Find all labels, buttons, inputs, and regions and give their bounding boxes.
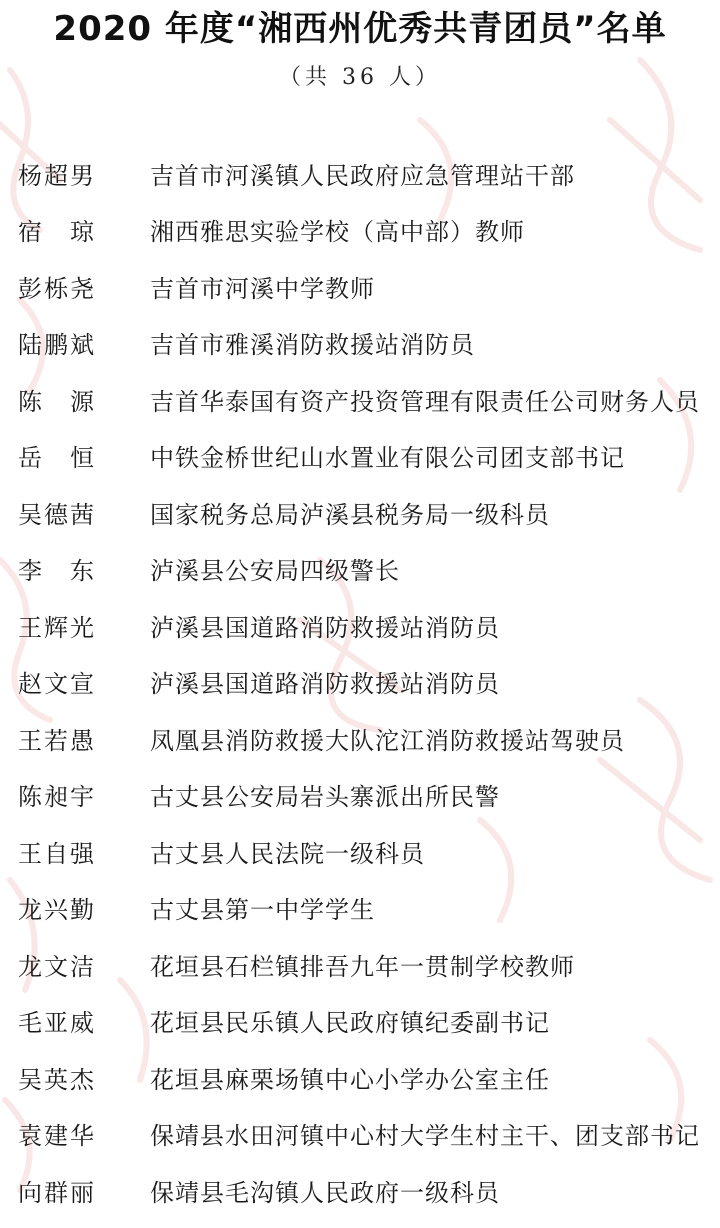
honoree-name: 杨超男 [18, 161, 96, 190]
list-item [0, 654, 720, 711]
honoree-position: 湘西雅思实验学校（高中部）教师 [150, 218, 525, 247]
honoree-position: 古丈县第一中学学生 [150, 896, 375, 925]
list-item [0, 541, 720, 598]
list-item [0, 428, 720, 485]
honoree-position: 中铁金桥世纪山水置业有限公司团支部书记 [150, 444, 625, 473]
list-item [0, 597, 720, 654]
honoree-list [0, 145, 720, 1219]
honoree-position: 国家税务总局泸溪县税务局一级科员 [150, 500, 550, 529]
honoree-position: 泸溪县国道路消防救援站消防员 [150, 613, 500, 642]
list-item [0, 1106, 720, 1163]
honoree-name: 王辉光 [18, 613, 96, 642]
list-item [0, 767, 720, 824]
list-item [0, 1049, 720, 1106]
list-item [0, 993, 720, 1050]
honoree-position: 花垣县民乐镇人民政府镇纪委副书记 [150, 1009, 550, 1038]
document-title: 2020 年度“湘西州优秀共青团员”名单 [53, 9, 667, 49]
list-item [0, 371, 720, 428]
honoree-name: 陈 源 [18, 387, 96, 416]
honoree-position: 保靖县毛沟镇人民政府一级科员 [150, 1178, 500, 1207]
honoree-name: 彭栎尧 [18, 274, 96, 303]
honoree-name: 龙文洁 [18, 952, 96, 981]
honoree-position: 吉首华泰国有资产投资管理有限责任公司财务人员 [150, 387, 700, 416]
list-item [0, 145, 720, 202]
honoree-name: 李 东 [18, 557, 96, 586]
honoree-position: 泸溪县公安局四级警长 [150, 557, 400, 586]
honoree-position: 泸溪县国道路消防救援站消防员 [150, 670, 500, 699]
list-item [0, 484, 720, 541]
list-item [0, 823, 720, 880]
list-item [0, 315, 720, 372]
list-item [0, 880, 720, 937]
honoree-position: 花垣县石栏镇排吾九年一贯制学校教师 [150, 952, 575, 981]
list-item [0, 710, 720, 767]
honoree-name: 龙兴勤 [18, 896, 96, 925]
honoree-position: 古丈县公安局岩头寨派出所民警 [150, 783, 500, 812]
honoree-position: 吉首市雅溪消防救援站消防员 [150, 331, 475, 360]
honoree-name: 毛亚威 [18, 1009, 96, 1038]
document-subtitle: （共 36 人） [279, 65, 441, 90]
honoree-name: 吴德茜 [18, 500, 96, 529]
honoree-name: 陈昶宇 [18, 783, 96, 812]
honoree-name: 袁建华 [18, 1122, 96, 1151]
honoree-position: 古丈县人民法院一级科员 [150, 839, 425, 868]
list-item [0, 202, 720, 259]
honoree-name: 王若愚 [18, 726, 96, 755]
honoree-position: 凤凰县消防救援大队沱江消防救援站驾驶员 [150, 726, 625, 755]
honoree-name: 陆鹏斌 [18, 331, 96, 360]
honoree-position: 吉首市河溪中学教师 [150, 274, 375, 303]
honoree-position: 保靖县水田河镇中心村大学生村主干、团支部书记 [150, 1122, 700, 1151]
list-item [0, 936, 720, 993]
honoree-position: 吉首市河溪镇人民政府应急管理站干部 [150, 161, 575, 190]
honoree-name: 向群丽 [18, 1178, 96, 1207]
list-item [0, 1162, 720, 1219]
honoree-name: 王自强 [18, 839, 96, 868]
honoree-position: 花垣县麻栗场镇中心小学办公室主任 [150, 1065, 550, 1094]
honoree-name: 赵文宣 [18, 670, 96, 699]
honoree-name: 吴英杰 [18, 1065, 96, 1094]
honoree-name: 宿 琼 [18, 218, 96, 247]
honoree-name: 岳 恒 [18, 444, 96, 473]
list-item [0, 258, 720, 315]
